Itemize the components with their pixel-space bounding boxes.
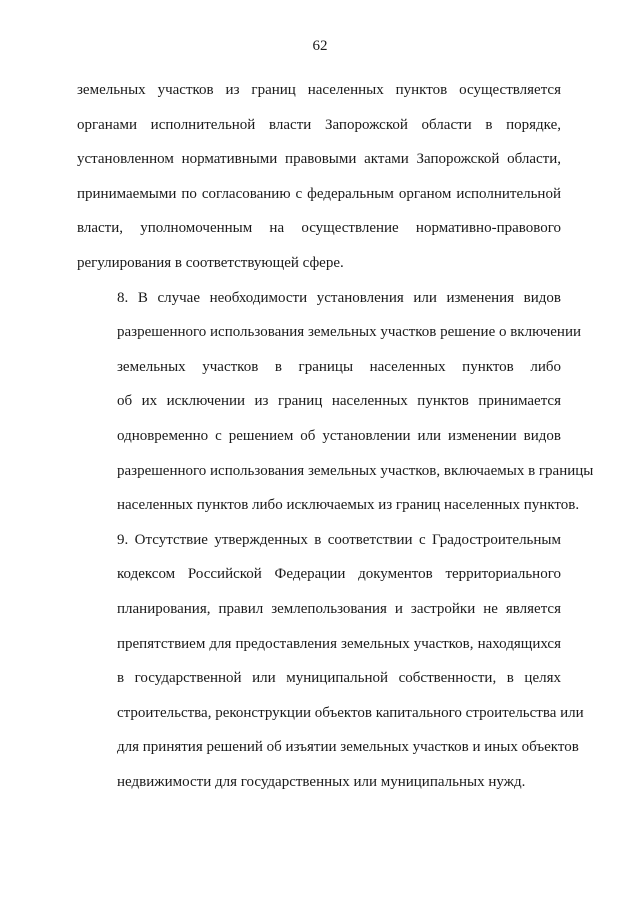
text-line: населенных пунктов либо исключаемых из границ населенных пунктов. <box>117 497 580 514</box>
text-line: установленном нормативными правовыми актами Запорожской области, <box>77 151 561 168</box>
text-line: регулирования в соответствующей сфере. <box>77 254 344 271</box>
text-line: планирования, правил землепользования и застройки не является <box>117 600 561 617</box>
text-line: для принятия решений об изъятии земельных участков и иных объектов <box>117 739 579 756</box>
text-line: кодексом Российской Федерации документов территориального <box>117 566 561 583</box>
document-body <box>77 73 594 799</box>
text-line: земельных участков в границы населенных пунктов либо <box>117 358 561 375</box>
paragraph-continued <box>77 73 561 281</box>
text-line: разрешенного использования земельных участков, включаемых в границы <box>117 462 594 479</box>
text-line: разрешенного использования земельных участков решение о включении <box>117 324 581 341</box>
paragraph-9 <box>77 523 584 800</box>
text-line: недвижимости для государственных или муниципальных нужд. <box>117 773 526 790</box>
paragraph-8 <box>77 281 594 523</box>
text-line: 9. Отсутствие утвержденных в соответствии с Градостроительным <box>117 531 561 548</box>
text-line: строительства, реконструкции объектов капитального строительства или <box>117 704 584 721</box>
text-line: власти, уполномоченным на осуществление нормативно-правового <box>77 220 561 237</box>
text-line: земельных участков из границ населенных пунктов осуществляется <box>77 82 561 98</box>
text-line: 8. В случае необходимости установления или изменения видов <box>117 289 561 306</box>
text-line: органами исполнительной власти Запорожской области в порядке, <box>77 116 561 133</box>
page-number: 62 <box>312 38 328 54</box>
text-line: в государственной или муниципальной собственности, в целях <box>117 670 561 687</box>
text-line: об их исключении из границ населенных пунктов принимается <box>117 393 561 410</box>
text-line: принимаемыми по согласованию с федеральным органом исполнительной <box>77 185 561 202</box>
text-line: препятствием для предоставления земельных участков, находящихся <box>117 635 561 652</box>
text-line: одновременно с решением об установлении или изменении видов <box>117 427 561 444</box>
